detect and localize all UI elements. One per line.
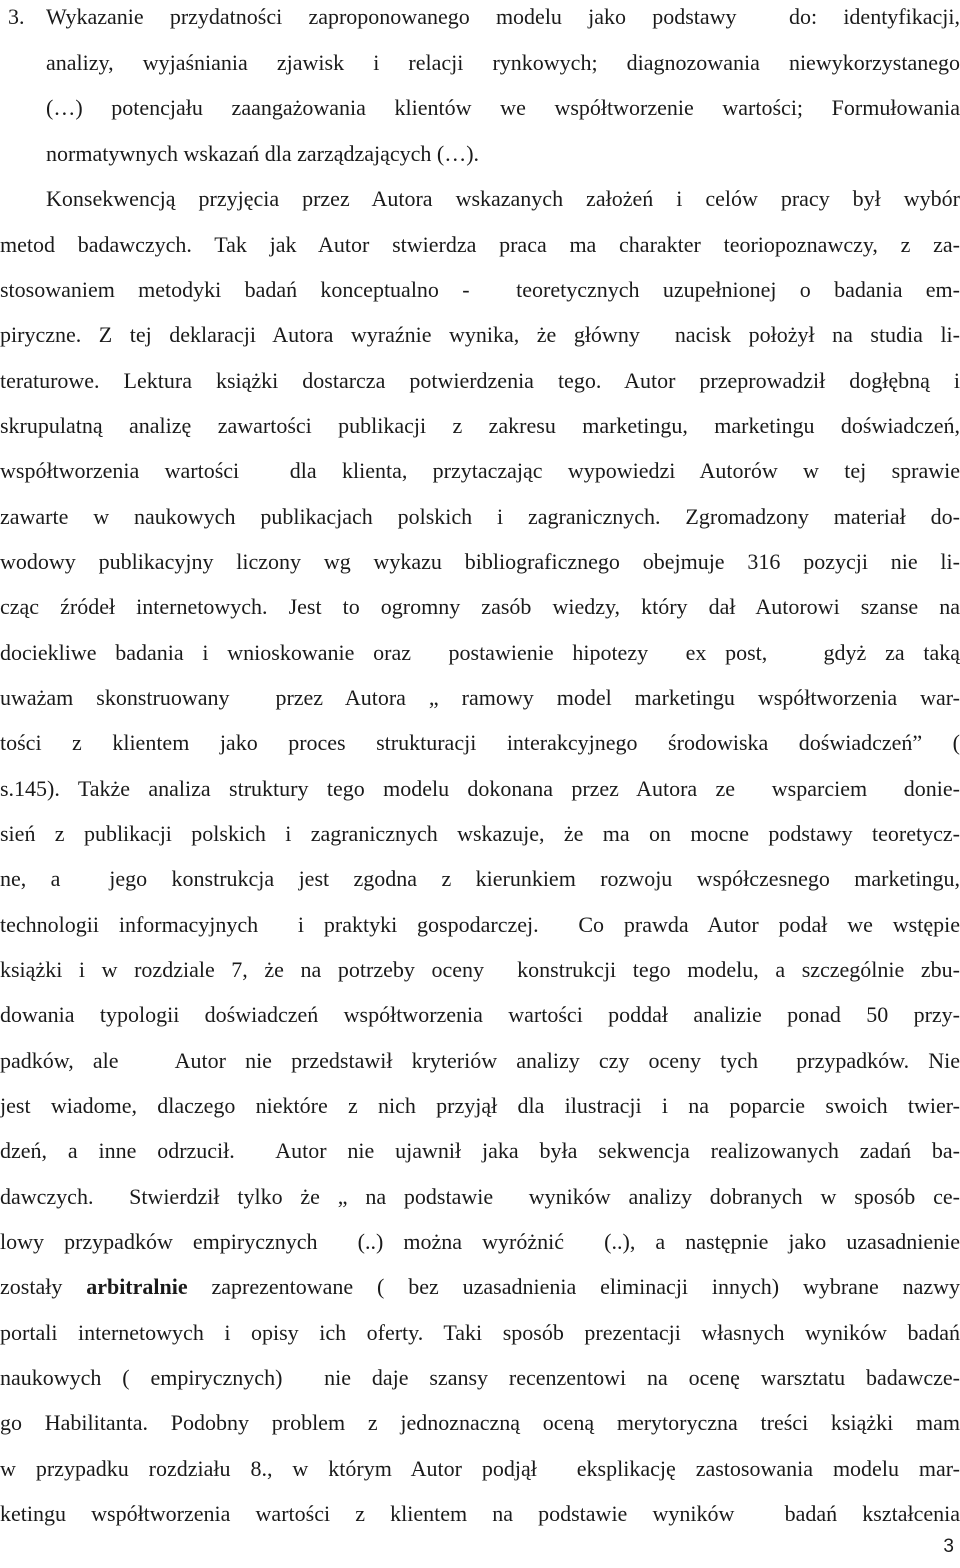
text-line: współtworzenia wartości dla klienta, przytaczając wypowiedzi Autorów w tej sprawie xyxy=(0,458,960,483)
text-line: (…) potencjału zaangażowania klientów we współtworzenie wartości; Formułowania xyxy=(46,95,960,120)
text-line: książki i w rozdziale 7, że na potrzeby oceny konstrukcji tego modelu, a szczególnie zbu- xyxy=(0,957,960,982)
text-line: tości z klientem jako proces strukturacji interakcyjnego środowiska doświadczeń” ( xyxy=(0,730,960,755)
text-line: s.145). Także analiza struktury tego modelu dokonana przez Autora ze wsparciem donie- xyxy=(0,776,960,801)
text-line: dociekliwe badania i wnioskowanie oraz postawienie hipotezy ex post, gdyż za taką xyxy=(0,640,960,665)
page-number: 3 xyxy=(943,1536,954,1557)
text-line: cząc źródeł internetowych. Jest to ogromny zasób wiedzy, który dał Autorowi szanse na xyxy=(0,594,960,619)
text-line: Konsekwencją przyjęcia przez Autora wskazanych założeń i celów pracy był wybór xyxy=(46,186,960,211)
text-line: skrupulatną analizę zawartości publikacji z zakresu marketingu, marketingu doświadczeń, xyxy=(0,413,960,438)
text-line: w przypadku rozdziału 8., w którym Autor podjął eksplikację zastosowania modelu mar- xyxy=(0,1456,960,1481)
text-line: metod badawczych. Tak jak Autor stwierdza praca ma charakter teoriopoznawczy, z za- xyxy=(0,232,960,257)
text-line: technologii informacyjnych i praktyki gospodarczej. Co prawda Autor podał we wstępie xyxy=(0,912,960,937)
text-line: stosowaniem metodyki badań konceptualno - teoretycznych uzupełnionej o badania em- xyxy=(0,277,960,302)
text-line: dowania typologii doświadczeń współtworzenia wartości poddał analizie ponad 50 przy- xyxy=(0,1002,960,1027)
text-line: teraturowe. Lektura książki dostarcza potwierdzenia tego. Autor przeprowadził dogłębną i xyxy=(0,368,960,393)
text-line: uważam skonstruowany przez Autora „ ramowy model marketingu współtworzenia war- xyxy=(0,685,960,710)
text-line: dawczych. Stwierdził tylko że „ na podstawie wyników analizy dobranych w sposób ce- xyxy=(0,1184,960,1209)
text-line: ketingu współtworzenia wartości z klientem na podstawie wyników badań kształcenia xyxy=(0,1501,960,1526)
text-line: go Habilitanta. Podobny problem z jednoznaczną oceną merytoryczna treści książki mam xyxy=(0,1410,960,1435)
text-line: analizy, wyjaśniania zjawisk i relacji rynkowych; diagnozowania niewykorzystanego xyxy=(46,50,960,75)
text-line: sień z publikacji polskich i zagranicznych wskazuje, że ma on mocne podstawy teoretycz- xyxy=(0,821,960,846)
text-line: padków, ale Autor nie przedstawił kryteriów analizy czy oceny tych przypadków. Nie xyxy=(0,1048,960,1073)
list-number: 3. xyxy=(8,4,25,29)
text-line: normatywnych wskazań dla zarządzających (…). xyxy=(46,141,480,166)
text-line: ne, a jego konstrukcja jest zgodna z kierunkiem rozwoju współczesnego marketingu, xyxy=(0,866,960,891)
text-segment: zostały xyxy=(0,1274,87,1299)
text-segment: zaprezentowane ( bez uzasadnienia eliminacji innych) wybrane nazwy xyxy=(187,1274,960,1299)
text-line: Wykazanie przydatności zaproponowanego modelu jako podstawy do: identyfikacji, xyxy=(46,4,960,29)
text-line: wodowy publikacyjny liczony wg wykazu bibliograficznego obejmuje 316 pozycji nie li- xyxy=(0,549,960,574)
text-line xyxy=(0,1272,960,1302)
text-line: piryczne. Z tej deklaracji Autora wyraźnie wynika, że główny nacisk położył na studia li- xyxy=(0,322,960,347)
text-line: dzeń, a inne odrzucił. Autor nie ujawnił jaka była sekwencja realizowanych zadań ba- xyxy=(0,1138,960,1163)
bold-text: arbitralnie xyxy=(86,1274,188,1299)
text-line: portali internetowych i opisy ich oferty. Taki sposób prezentacji własnych wyników badań xyxy=(0,1320,960,1345)
text-line: naukowych ( empirycznych) nie daje szansy recenzentowi na ocenę warsztatu badawcze- xyxy=(0,1365,960,1390)
text-line: zawarte w naukowych publikacjach polskich i zagranicznych. Zgromadzony materiał do- xyxy=(0,504,960,529)
text-line: lowy przypadków empirycznych (..) można wyróżnić (..), a następnie jako uzasadnienie xyxy=(0,1229,960,1254)
text-line: jest wiadome, dlaczego niektóre z nich przyjął dla ilustracji i na poparcie swoich twier- xyxy=(0,1093,960,1118)
